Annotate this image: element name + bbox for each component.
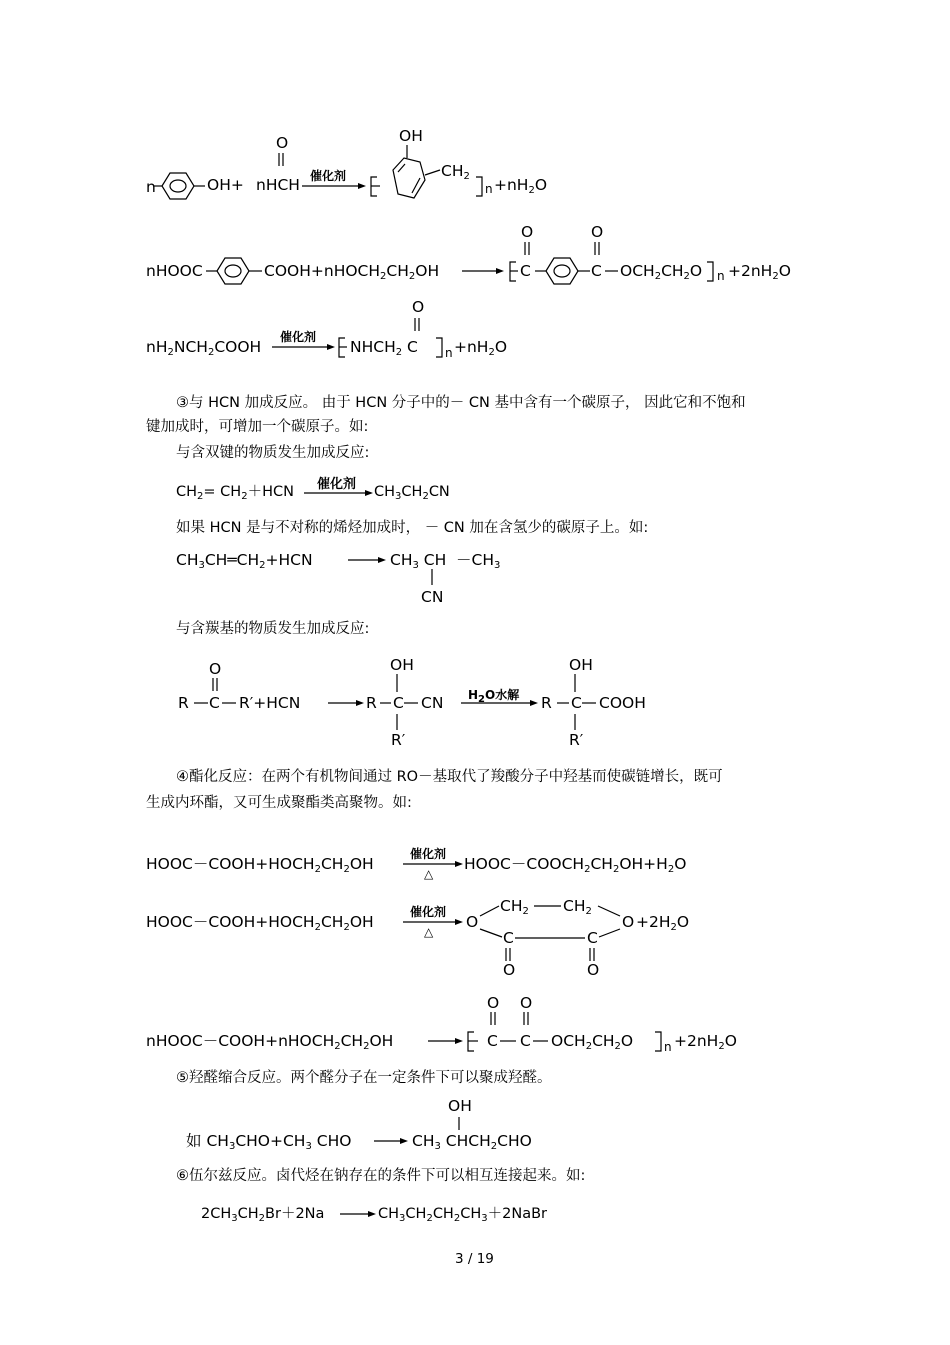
benzene-ring-2 (217, 258, 249, 284)
glycine: $nH_2NCH_2COOH$ (146, 338, 262, 358)
gly-n: n (445, 346, 453, 360)
ring-o-right: O (622, 913, 635, 931)
catalyst-label-1: 催化剂 (310, 169, 347, 183)
hydroxyacid-c: C (571, 694, 582, 712)
cyanohydrin-oh: OH (390, 656, 414, 674)
ring-ch2-a: $CH_2$ (500, 897, 529, 917)
wurtz-left: $2CH_3CH_2Br+2Na$ (201, 1206, 325, 1224)
cyanohydrin-c: C (393, 694, 404, 712)
aldol-right: $CH_3$ $CHCH_2CHO$ (412, 1132, 532, 1152)
benzene-ring-1 (154, 173, 205, 199)
ring-ch2-b: $CH_2$ (563, 897, 592, 917)
pet-o1: O (521, 223, 534, 241)
hydroxyacid-r: R (541, 694, 552, 712)
ring-c1: C (503, 929, 514, 947)
hcn2-right-ch3: $-CH_3$ (456, 551, 501, 571)
ester1-left: $HOOC-COOH+HOCH_2CH_2OH$ (146, 855, 374, 875)
ester3-c2: C (520, 1032, 531, 1050)
benzene-ring-3 (546, 258, 578, 284)
para6-line: ⑥伍尔兹反应。卤代烃在钠存在的条件下可以相互连接起来。如: (176, 1168, 586, 1184)
pet-o2: O (591, 223, 604, 241)
heat-symbol-1: △ (424, 867, 434, 881)
hcn1-left: $CH_2= CH_2+HCN$ (176, 484, 294, 502)
ring-o-b1: O (503, 961, 516, 979)
polymer-n: n (485, 182, 493, 196)
pet-c2: C (591, 262, 602, 280)
para3c-line: 与含羰基的物质发生加成反应: (176, 621, 370, 637)
cyanohydrin-r2: R′ (391, 731, 406, 749)
para4-line2: 生成内环酯，又可生成聚酯类高聚物。如: (146, 795, 412, 811)
page-number: 3 / 19 (455, 1251, 494, 1267)
heat-symbol-2: △ (424, 925, 434, 939)
aldol-left: 如 $CH_3CHO+CH_3$ CHO (186, 1132, 352, 1152)
ester2-left: $HOOC-COOH+HOCH_2CH_2OH$ (146, 913, 374, 933)
ester3-chain: $OCH_2CH_2O$ (551, 1032, 634, 1052)
hydroxyacid-r2: R′ (569, 731, 584, 749)
para3b-line: 如果 HCN 是与不对称的烯烃加成时， － CN 加在含氢少的碳原子上。如: (176, 520, 649, 536)
phenol-n: n (146, 178, 156, 196)
formaldehyde-o: O (276, 134, 289, 152)
ring-o-left: O (466, 913, 479, 931)
pet-acid-right: $COOH+nHOCH_2CH_2OH$ (264, 262, 440, 282)
polymer-oh: OH (399, 127, 423, 145)
hcn2-cn: CN (421, 588, 444, 606)
para3-line3: 与含双键的物质发生加成反应: (176, 445, 370, 461)
cyanohydrin-r: R (366, 694, 377, 712)
para3-line2: 键加成时，可增加一个碳原子。如: (146, 419, 369, 435)
phenol-water: $+nH_2O$ (494, 176, 548, 196)
ester1-right: $HOOC-COOCH_2CH_2OH+H_2O$ (464, 855, 687, 875)
aldol-oh: OH (448, 1097, 472, 1115)
hcn2-right: $CH_3$ CH (390, 551, 447, 571)
ester3-c1: C (487, 1032, 498, 1050)
wurtz-right: $CH_3CH_2CH_2CH_3+2NaBr$ (378, 1206, 547, 1224)
phenol-oh-plus: OH+ (207, 176, 244, 194)
hcn2-left: $CH_3CH═CH_2+HCN$ (176, 551, 313, 571)
pet-ester-chain: $OCH_2CH_2O$ (620, 262, 703, 282)
polymer-ch2: $CH_2$ (441, 162, 470, 182)
hydroxyacid-oh: OH (569, 656, 593, 674)
ring-o-b2: O (587, 961, 600, 979)
ring-c2: C (587, 929, 598, 947)
pet-water: $+2nH_2O$ (728, 262, 791, 282)
catalyst-label-3: 催化剂 (317, 477, 357, 492)
catalyst-label-4: 催化剂 (410, 847, 447, 861)
formaldehyde: nHCH (256, 176, 300, 194)
pet-c1: C (520, 262, 531, 280)
catalyst-label-2: 催化剂 (280, 330, 317, 344)
ester3-n: n (664, 1040, 672, 1054)
gly-polymer: $NHCH_2$ C (350, 338, 418, 358)
para3-line1: ③与 HCN 加成反应。 由于 HCN 分子中的－ CN 基中含有一个碳原子， 因此它和不饱和 (176, 395, 746, 411)
hcn1-right: $CH_3CH_2CN$ (374, 484, 450, 502)
carbonyl-c: C (209, 694, 220, 712)
carbonyl-o: O (209, 660, 222, 678)
hydroxyacid-cooh: COOH (599, 694, 646, 712)
cyanohydrin-cn: CN (421, 694, 444, 712)
carbonyl-r2-hcn: R′+HCN (239, 694, 301, 712)
catalyst-label-5: 催化剂 (410, 905, 447, 919)
pet-n: n (717, 269, 725, 283)
phenol-ring-polymer (393, 145, 440, 198)
ester3-o1: O (487, 994, 500, 1012)
hydrolysis-label: $H_2O$水解 (468, 688, 520, 705)
ester3-o2: O (520, 994, 533, 1012)
gly-o: O (412, 298, 425, 316)
ester2-water: $+2H_2O$ (636, 913, 690, 933)
carbonyl-r: R (178, 694, 189, 712)
para5-line: ⑤羟醛缩合反应。两个醛分子在一定条件下可以聚成羟醛。 (176, 1070, 552, 1086)
ester3-water: $+2nH_2O$ (674, 1032, 737, 1052)
gly-water: $+nH_2O$ (454, 338, 508, 358)
pet-acid-left: nHOOC (146, 262, 203, 280)
para4-line1: ④酯化反应：在两个有机物间通过 RO－基取代了羧酸分子中羟基而使碳链增长，既可 (176, 769, 723, 785)
ester3-left: $nHOOC-COOH+nHOCH_2CH_2OH$ (146, 1032, 394, 1052)
